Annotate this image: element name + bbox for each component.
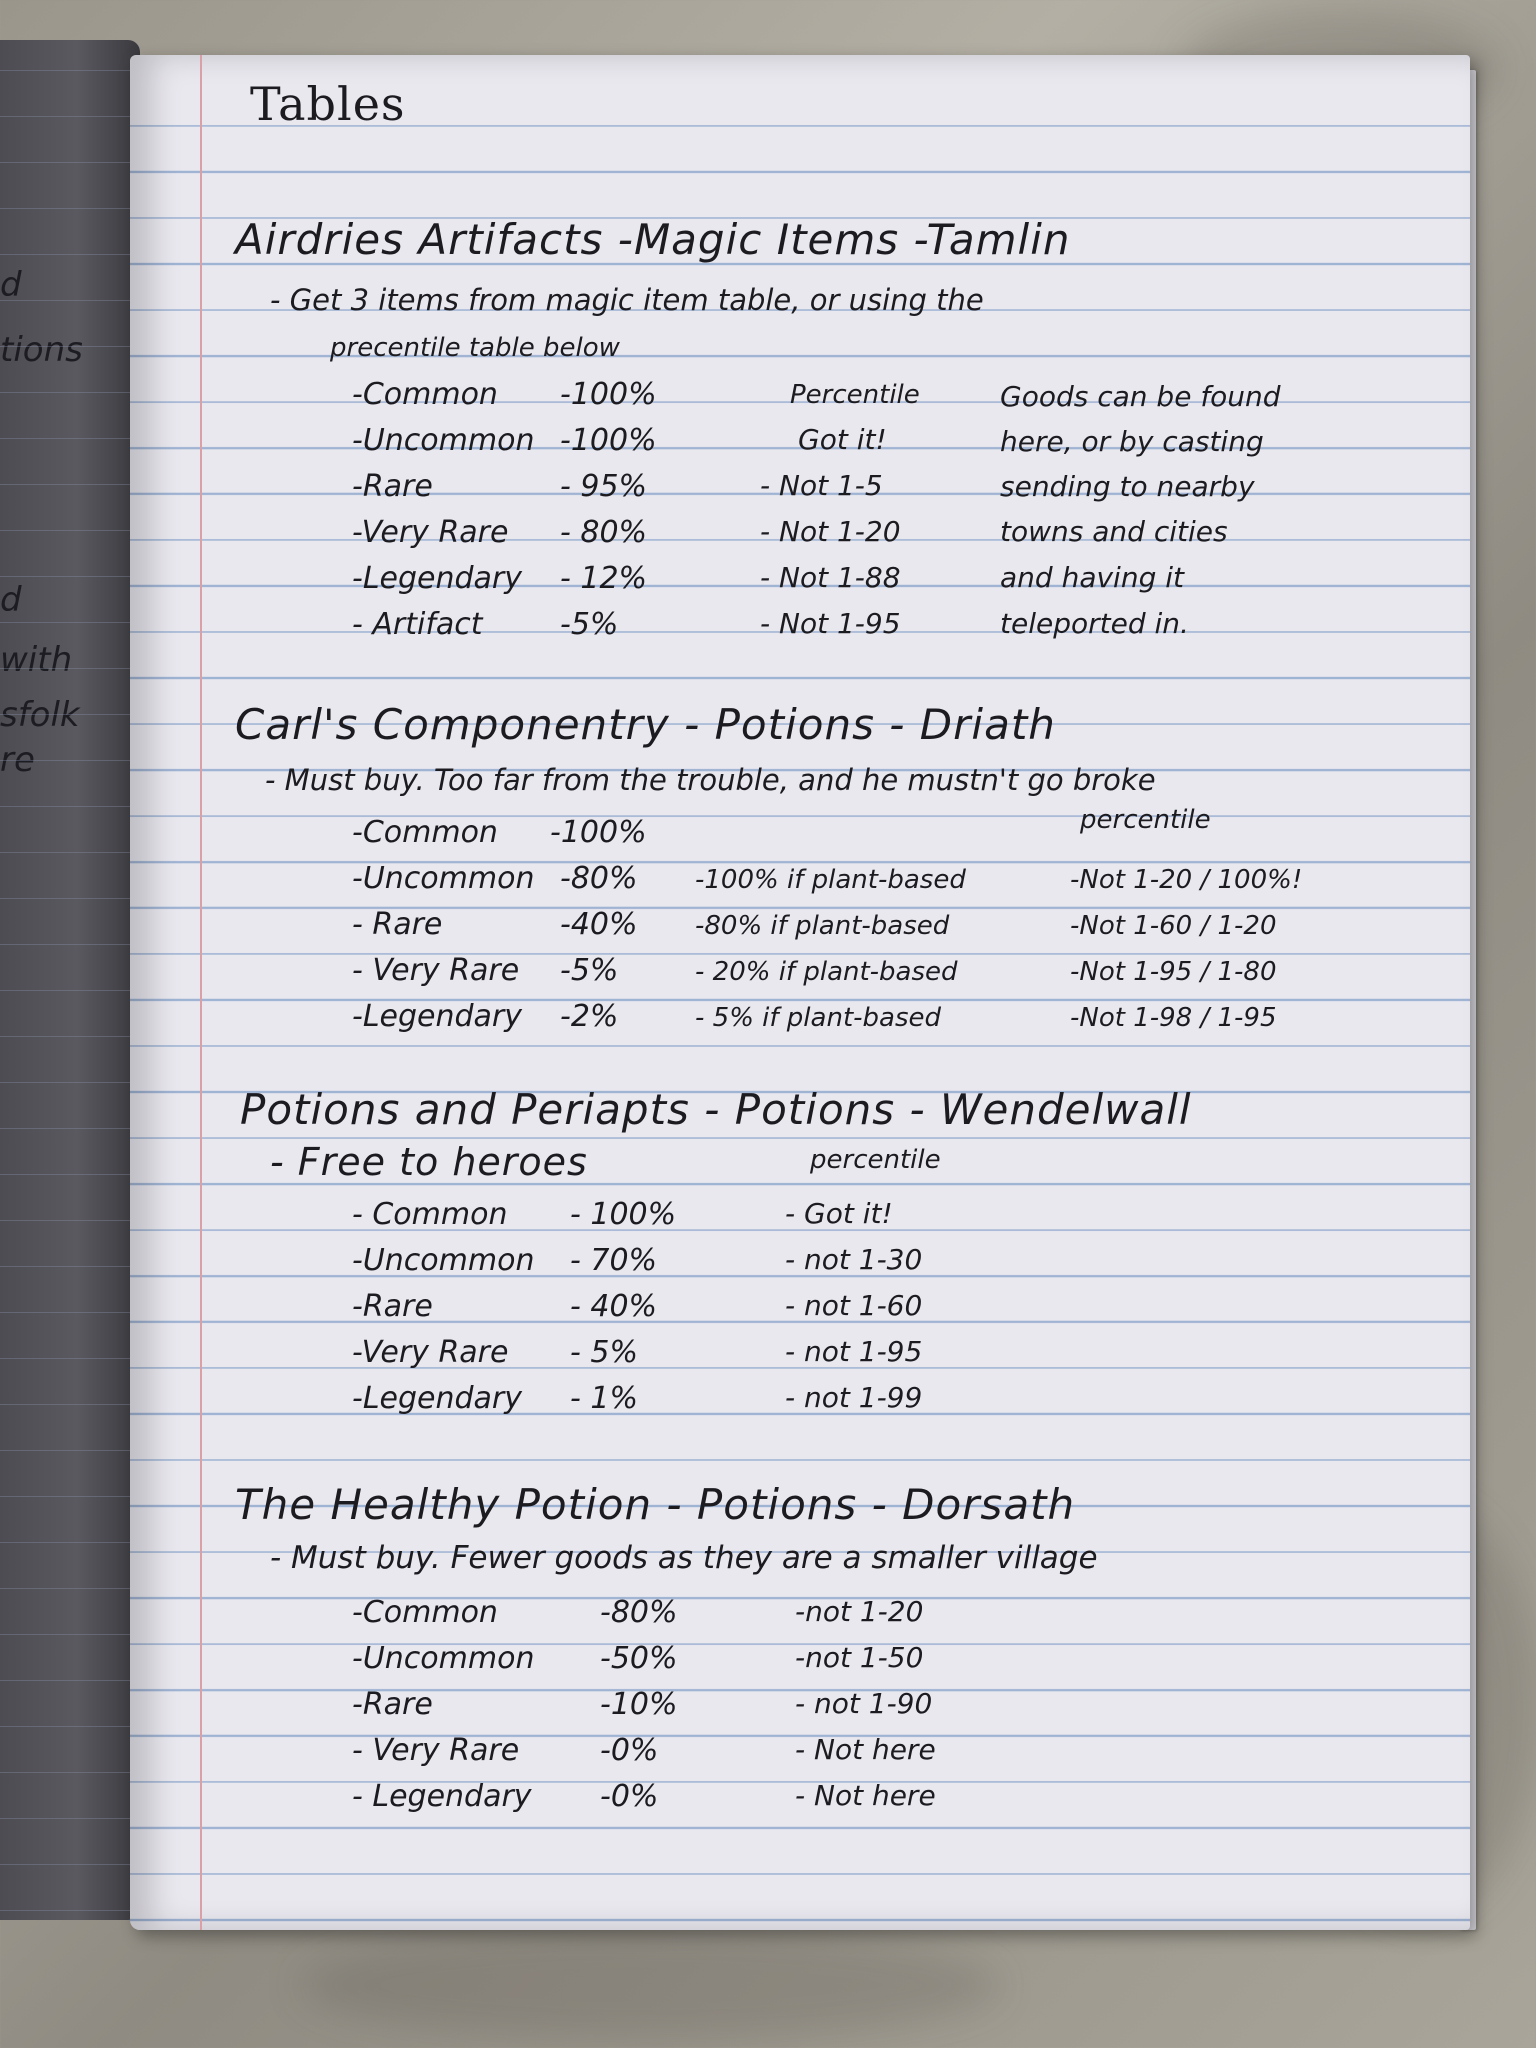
ruled-line [0,806,140,807]
ruled-line [0,1036,140,1037]
roll-value: - not 1-99 [785,1381,923,1414]
ruled-line [0,1726,140,1727]
ruled-line [0,1910,140,1911]
roll-value: - Not 1-20 [760,515,901,548]
rarity-label: -Very Rare [352,1335,509,1370]
left-page-text: tions [0,330,83,370]
ruled-line [0,1220,140,1221]
chance-value: - 95% [560,469,648,504]
section-note: - Must buy. Too far from the trouble, and he mustn't go broke [265,763,1156,797]
fabric-shadow [300,1930,1000,2040]
section-heading: Airdries Artifacts -Magic Items -Tamlin [235,215,1071,264]
chance-value: - 70% [570,1243,658,1278]
roll-value: -not 1-50 [795,1641,924,1674]
side-note-line: and having it [1000,561,1185,594]
chance-value: -50% [600,1641,678,1676]
ruled-line [0,1450,140,1451]
ruled-line [0,1680,140,1681]
ruled-line [0,714,140,715]
section-heading: The Healthy Potion - Potions - Dorsath [235,1480,1076,1529]
chance-value: -100% [560,423,657,458]
side-note-line: here, or by casting [1000,425,1264,458]
roll-value: -Not 1-20 / 100%! [1070,865,1303,895]
ruled-line [0,392,140,393]
chance-value: - 80% [560,515,648,550]
ruled-line [0,1542,140,1543]
rarity-label: -Common [352,815,498,850]
chance-value: -10% [600,1687,678,1722]
rarity-label: -Uncommon [352,1641,535,1676]
plant-based-value: - 5% if plant-based [695,1003,941,1033]
roll-value: - not 1-95 [785,1335,923,1368]
chance-value: -80% [600,1595,678,1630]
roll-value: - Got it! [785,1197,893,1230]
rarity-label: -Uncommon [352,1243,535,1278]
chance-value: - 5% [570,1335,638,1370]
chance-value: -0% [600,1779,659,1814]
plant-based-value: - 20% if plant-based [695,957,958,987]
ruled-line [0,208,140,209]
rarity-label: -Legendary [352,561,523,596]
ruled-line [0,576,140,577]
ruled-line [0,254,140,255]
ruled-line [0,1818,140,1819]
rarity-label: - Very Rare [352,1733,520,1768]
side-note-line: towns and cities [1000,515,1228,548]
left-page-text: re [0,740,35,780]
left-page-text: d [0,580,22,620]
side-note-line: sending to nearby [1000,470,1255,503]
rarity-label: - Artifact [352,607,483,642]
ruled-line [0,1266,140,1267]
ruled-line [0,990,140,991]
roll-value: - not 1-60 [785,1289,923,1322]
chance-value: -100% [550,815,647,850]
ruled-line [0,1312,140,1313]
rarity-label: - Very Rare [352,953,520,988]
chance-value: -100% [560,377,657,412]
side-note-line: teleported in. [1000,607,1189,640]
roll-value: - Not 1-5 [760,469,883,502]
ruled-line [0,438,140,439]
section-heading: Potions and Periapts - Potions - Wendelwall [240,1085,1192,1134]
rarity-label: - Rare [352,907,443,942]
ruled-line [0,1128,140,1129]
ruled-line [0,1864,140,1865]
rarity-label: -Very Rare [352,515,509,550]
rarity-label: - Common [352,1197,508,1232]
percentile-header: Percentile [790,380,920,410]
plant-based-value: -80% if plant-based [695,911,950,941]
side-note-line: Goods can be found [1000,380,1281,413]
chance-value: - 100% [570,1197,677,1232]
ruled-line [0,1772,140,1773]
ruled-line [0,668,140,669]
ruled-line [0,1174,140,1175]
ruled-line [0,1588,140,1589]
left-page-text: d [0,265,22,305]
chance-value: -0% [600,1733,659,1768]
rarity-label: -Rare [352,1687,433,1722]
ruled-line [0,1496,140,1497]
left-page-text: sfolk [0,695,80,735]
roll-value: - Not here [795,1733,936,1766]
notebook-page [130,55,1470,1930]
section-note: precentile table below [330,333,620,363]
section-note: - Free to heroes [270,1140,588,1184]
rarity-label: -Common [352,377,498,412]
chance-value: -40% [560,907,638,942]
previous-page-edge [0,40,140,1920]
rarity-label: -Rare [352,1289,433,1324]
ruled-line [0,898,140,899]
chance-value: - 1% [570,1381,638,1416]
ruled-line [0,162,140,163]
rarity-label: -Uncommon [352,861,535,896]
percentile-header: percentile [1080,805,1211,835]
rarity-label: -Legendary [352,1381,523,1416]
rarity-label: -Legendary [352,999,523,1034]
ruled-line [0,1634,140,1635]
roll-value: - Not 1-95 [760,607,901,640]
left-page-text: with [0,640,73,680]
section-heading: Carl's Componentry - Potions - Driath [235,700,1056,749]
roll-value: - not 1-90 [795,1687,933,1720]
ruled-line [0,1358,140,1359]
roll-value: -Not 1-98 / 1-95 [1070,1003,1277,1033]
section-note: - Must buy. Fewer goods as they are a smaller village [270,1540,1098,1576]
chance-value: - 12% [560,561,648,596]
ruled-line [0,944,140,945]
ruled-line [0,530,140,531]
rarity-label: -Rare [352,469,433,504]
plant-based-value: -100% if plant-based [695,865,966,895]
chance-value: - 40% [570,1289,658,1324]
roll-value: - Not 1-88 [760,561,901,594]
ruled-line [0,760,140,761]
ruled-line [0,852,140,853]
page-title: Tables [250,77,406,131]
roll-value: - not 1-30 [785,1243,923,1276]
ruled-line [0,300,140,301]
rarity-label: -Uncommon [352,423,535,458]
chance-value: -5% [560,953,619,988]
ruled-line [0,116,140,117]
chance-value: -2% [560,999,619,1034]
ruled-line [0,1082,140,1083]
margin-line [200,55,202,1930]
rarity-label: - Legendary [352,1779,532,1814]
ruled-line [0,346,140,347]
percentile-header: percentile [810,1145,941,1175]
ruled-line [0,70,140,71]
roll-value: -not 1-20 [795,1595,924,1628]
ruled-line [0,1404,140,1405]
chance-value: -80% [560,861,638,896]
ruled-line [0,622,140,623]
ruled-line [0,484,140,485]
roll-value: -Not 1-60 / 1-20 [1070,911,1277,941]
roll-value: Got it! [798,423,887,456]
rarity-label: -Common [352,1595,498,1630]
section-note: - Get 3 items from magic item table, or using the [270,283,984,317]
roll-value: -Not 1-95 / 1-80 [1070,957,1277,987]
roll-value: - Not here [795,1779,936,1812]
chance-value: -5% [560,607,619,642]
